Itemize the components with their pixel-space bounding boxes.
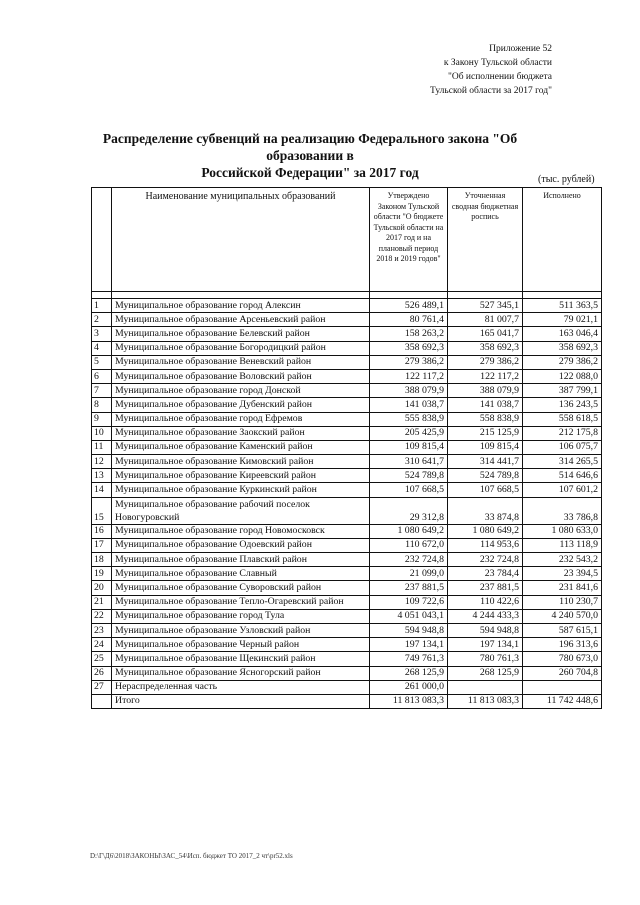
executed-amount: 558 618,5 (523, 412, 602, 426)
table-row (92, 369, 602, 383)
municipality-name: Муниципальное образование Каменский район (112, 440, 370, 454)
document-title (90, 130, 530, 181)
municipality-name: Муниципальное образование Кимовский район (112, 455, 370, 469)
row-number: 23 (92, 623, 112, 637)
row-number: 3 (92, 327, 112, 341)
refined-amount: 215 125,9 (448, 426, 523, 440)
table-row (92, 412, 602, 426)
executed-amount: 260 704,8 (523, 666, 602, 680)
row-number: 22 (92, 609, 112, 623)
table-row (92, 313, 602, 327)
municipality-name: Муниципальное образование Одоевский район (112, 538, 370, 552)
executed-amount: 387 799,1 (523, 384, 602, 398)
row-number: 17 (92, 538, 112, 552)
table-row (92, 469, 602, 483)
row-number: 8 (92, 398, 112, 412)
row-number: 12 (92, 455, 112, 469)
table-row (92, 497, 602, 524)
refined-amount: 237 881,5 (448, 581, 523, 595)
executed-amount: 780 673,0 (523, 652, 602, 666)
refined-amount: 197 134,1 (448, 638, 523, 652)
refined-amount: 232 724,8 (448, 553, 523, 567)
column-header-approved: Утверждено Законом Тульской области "О бюджете Тульской области на 2017 год и на плановый период 2018 и 2019 годов" (370, 188, 448, 292)
executed-amount: 33 786,8 (523, 497, 602, 524)
appendix-line: "Об исполнении бюджета (447, 72, 552, 82)
approved-amount: 524 789,8 (370, 469, 448, 483)
approved-amount: 4 051 043,1 (370, 609, 448, 623)
total-number-cell (92, 694, 112, 708)
spacer-cell (448, 292, 523, 299)
municipality-name: Муниципальное образование город Алексин (112, 299, 370, 313)
approved-amount: 80 761,4 (370, 313, 448, 327)
row-number: 4 (92, 341, 112, 355)
row-number: 1 (92, 299, 112, 313)
approved-amount: 232 724,8 (370, 553, 448, 567)
approved-amount: 110 672,0 (370, 538, 448, 552)
column-header-executed: Исполнено (523, 188, 602, 292)
row-number: 20 (92, 581, 112, 595)
executed-amount: 163 046,4 (523, 327, 602, 341)
approved-amount: 29 312,8 (370, 497, 448, 524)
executed-amount: 232 543,2 (523, 553, 602, 567)
column-header-name: Наименование муниципальных образований (112, 188, 370, 292)
row-number: 7 (92, 384, 112, 398)
table-row (92, 341, 602, 355)
municipality-name: Муниципальное образование Суворовский район (112, 581, 370, 595)
row-number: 15 (92, 497, 112, 524)
table-row (92, 666, 602, 680)
row-number: 26 (92, 666, 112, 680)
table-row (92, 426, 602, 440)
approved-amount: 122 117,2 (370, 369, 448, 383)
row-number: 24 (92, 638, 112, 652)
municipality-name: Муниципальное образование Славный (112, 567, 370, 581)
refined-amount: 81 007,7 (448, 313, 523, 327)
row-number: 13 (92, 469, 112, 483)
municipality-name: Муниципальное образование Белевский район (112, 327, 370, 341)
executed-amount: 514 646,6 (523, 469, 602, 483)
executed-amount: 1 080 633,0 (523, 524, 602, 538)
approved-amount: 358 692,3 (370, 341, 448, 355)
municipality-name: Муниципальное образование Плавский район (112, 553, 370, 567)
table-row (92, 538, 602, 552)
appendix-line: Тульской области за 2017 год" (430, 86, 552, 96)
spacer-cell (370, 292, 448, 299)
spacer-cell (112, 292, 370, 299)
refined-amount: 1 080 649,2 (448, 524, 523, 538)
approved-amount: 109 815,4 (370, 440, 448, 454)
title-line: Распределение субвенций на реализацию Федерального закона "Об образовании в (102, 131, 518, 163)
executed-amount: 358 692,3 (523, 341, 602, 355)
executed-amount (523, 680, 602, 694)
table-row (92, 524, 602, 538)
approved-amount: 268 125,9 (370, 666, 448, 680)
municipality-name: Муниципальное образование Тепло-Огаревский район (112, 595, 370, 609)
refined-amount: 109 815,4 (448, 440, 523, 454)
municipality-name: Муниципальное образование город Донской (112, 384, 370, 398)
executed-amount: 511 363,5 (523, 299, 602, 313)
executed-amount: 113 118,9 (523, 538, 602, 552)
total-refined: 11 813 083,3 (448, 694, 523, 708)
table-row (92, 553, 602, 567)
municipality-name: Нераспределенная часть (112, 680, 370, 694)
header-spacer-row (92, 292, 602, 299)
row-number: 6 (92, 369, 112, 383)
refined-amount: 114 953,6 (448, 538, 523, 552)
table-row (92, 355, 602, 369)
row-number: 9 (92, 412, 112, 426)
refined-amount: 527 345,1 (448, 299, 523, 313)
approved-amount: 594 948,8 (370, 623, 448, 637)
municipality-name: Муниципальное образование Богородицкий район (112, 341, 370, 355)
row-number: 2 (92, 313, 112, 327)
municipality-name: Муниципальное образование город Новомосковск (112, 524, 370, 538)
municipality-name: Муниципальное образование Воловский район (112, 369, 370, 383)
table-row (92, 440, 602, 454)
approved-amount: 107 668,5 (370, 483, 448, 497)
refined-amount: 524 789,8 (448, 469, 523, 483)
municipality-name: Муниципальное образование рабочий поселок Новогуровский (112, 497, 370, 524)
column-header-refined: Уточненная сводная бюджетная роспись (448, 188, 523, 292)
executed-amount: 122 088,0 (523, 369, 602, 383)
appendix-line: Приложение 52 (489, 44, 552, 54)
executed-amount: 106 075,7 (523, 440, 602, 454)
row-number: 11 (92, 440, 112, 454)
total-row (92, 694, 602, 708)
table-row (92, 384, 602, 398)
executed-amount: 196 313,6 (523, 638, 602, 652)
approved-amount: 310 641,7 (370, 455, 448, 469)
executed-amount: 314 265,5 (523, 455, 602, 469)
refined-amount: 594 948,8 (448, 623, 523, 637)
total-approved: 11 813 083,3 (370, 694, 448, 708)
refined-amount: 358 692,3 (448, 341, 523, 355)
table-row (92, 327, 602, 341)
approved-amount: 158 263,2 (370, 327, 448, 341)
appendix-note (430, 42, 552, 98)
units-label: (тыс. рублей) (538, 174, 595, 185)
municipality-name: Муниципальное образование город Ефремов (112, 412, 370, 426)
file-path-footer: D:\Г\Д6\2018\ЗАКОНЫ\ЗАС_54\Исп. бюджет ТО 2017_2 чт\pr52.xls (90, 852, 293, 860)
municipality-name: Муниципальное образование Куркинский район (112, 483, 370, 497)
executed-amount: 136 243,5 (523, 398, 602, 412)
executed-amount: 587 615,1 (523, 623, 602, 637)
row-number: 14 (92, 483, 112, 497)
executed-amount: 212 175,8 (523, 426, 602, 440)
row-number: 27 (92, 680, 112, 694)
executed-amount: 107 601,2 (523, 483, 602, 497)
municipality-name: Муниципальное образование Заокский район (112, 426, 370, 440)
table-row (92, 398, 602, 412)
municipality-name: Муниципальное образование Щекинский район (112, 652, 370, 666)
refined-amount: 165 041,7 (448, 327, 523, 341)
municipality-name: Муниципальное образование Черный район (112, 638, 370, 652)
refined-amount (448, 680, 523, 694)
approved-amount: 526 489,1 (370, 299, 448, 313)
refined-amount: 122 117,2 (448, 369, 523, 383)
municipality-name: Муниципальное образование Веневский район (112, 355, 370, 369)
refined-amount: 279 386,2 (448, 355, 523, 369)
spacer-cell (92, 292, 112, 299)
subsidy-table (91, 187, 602, 709)
row-number: 19 (92, 567, 112, 581)
executed-amount: 279 386,2 (523, 355, 602, 369)
table-row (92, 652, 602, 666)
row-number: 25 (92, 652, 112, 666)
table-row (92, 299, 602, 313)
approved-amount: 237 881,5 (370, 581, 448, 595)
table-row (92, 638, 602, 652)
approved-amount: 1 080 649,2 (370, 524, 448, 538)
executed-amount: 110 230,7 (523, 595, 602, 609)
table-header-row (92, 188, 602, 292)
approved-amount: 279 386,2 (370, 355, 448, 369)
appendix-line: к Закону Тульской области (443, 58, 552, 68)
refined-amount: 107 668,5 (448, 483, 523, 497)
approved-amount: 197 134,1 (370, 638, 448, 652)
approved-amount: 388 079,9 (370, 384, 448, 398)
municipality-name: Муниципальное образование Арсеньевский район (112, 313, 370, 327)
table-row (92, 581, 602, 595)
refined-amount: 23 784,4 (448, 567, 523, 581)
spacer-cell (523, 292, 602, 299)
refined-amount: 33 874,8 (448, 497, 523, 524)
approved-amount: 261 000,0 (370, 680, 448, 694)
municipality-name: Муниципальное образование Дубенский район (112, 398, 370, 412)
row-number: 16 (92, 524, 112, 538)
row-number: 5 (92, 355, 112, 369)
table-row (92, 609, 602, 623)
municipality-name: Муниципальное образование Ясногорский район (112, 666, 370, 680)
approved-amount: 109 722,6 (370, 595, 448, 609)
refined-amount: 4 244 433,3 (448, 609, 523, 623)
total-executed: 11 742 448,6 (523, 694, 602, 708)
table-row (92, 623, 602, 637)
refined-amount: 110 422,6 (448, 595, 523, 609)
refined-amount: 780 761,3 (448, 652, 523, 666)
column-header-number (92, 188, 112, 292)
refined-amount: 268 125,9 (448, 666, 523, 680)
table-row (92, 567, 602, 581)
approved-amount: 555 838,9 (370, 412, 448, 426)
title-line: Российской Федерации" за 2017 год (201, 165, 419, 180)
refined-amount: 388 079,9 (448, 384, 523, 398)
municipality-name: Муниципальное образование Узловский район (112, 623, 370, 637)
municipality-name: Муниципальное образование Киреевский район (112, 469, 370, 483)
executed-amount: 231 841,6 (523, 581, 602, 595)
table-row (92, 455, 602, 469)
approved-amount: 21 099,0 (370, 567, 448, 581)
row-number: 21 (92, 595, 112, 609)
approved-amount: 141 038,7 (370, 398, 448, 412)
refined-amount: 141 038,7 (448, 398, 523, 412)
row-number: 10 (92, 426, 112, 440)
table-row (92, 595, 602, 609)
total-label: Итого (112, 694, 370, 708)
approved-amount: 749 761,3 (370, 652, 448, 666)
executed-amount: 23 394,5 (523, 567, 602, 581)
approved-amount: 205 425,9 (370, 426, 448, 440)
executed-amount: 4 240 570,0 (523, 609, 602, 623)
table-row (92, 680, 602, 694)
table-row (92, 483, 602, 497)
refined-amount: 314 441,7 (448, 455, 523, 469)
executed-amount: 79 021,1 (523, 313, 602, 327)
refined-amount: 558 838,9 (448, 412, 523, 426)
row-number: 18 (92, 553, 112, 567)
municipality-name: Муниципальное образование город Тула (112, 609, 370, 623)
